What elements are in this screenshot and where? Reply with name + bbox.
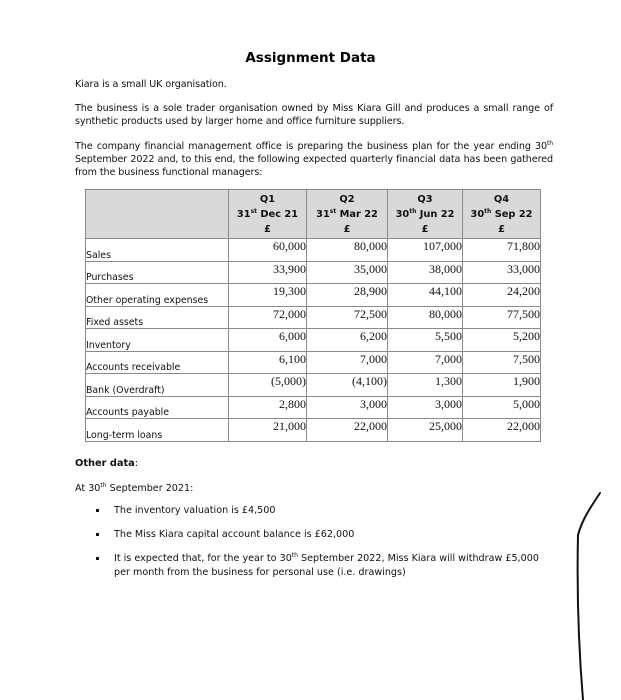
cell-q1: (5,000)	[229, 374, 307, 397]
date-day: 30	[395, 208, 410, 220]
bullet-square-icon	[96, 533, 99, 536]
date-suffix: st	[329, 207, 337, 215]
cell-q3: 5,500	[388, 329, 463, 352]
cell-q4: 77,500	[463, 306, 541, 329]
intro-paragraph-2: The business is a sole trader organisation owned by Miss Kiara Gill and produces a small range of synthetic products used by larger home and office furniture suppliers.	[75, 103, 553, 127]
bullet-text-a: It is expected that, for the year to 30	[114, 553, 292, 564]
cell-q1: 2,800	[229, 396, 307, 419]
cell-q1: 6,100	[229, 351, 307, 374]
table-row-other-operating-expenses	[86, 284, 541, 307]
other-data-heading-text: Other data	[75, 458, 135, 469]
intro-p3-text-b: September 2022 and, to this end, the following expected quarterly financial data has been gathered from the business functional managers:	[75, 154, 553, 178]
table-row-purchases	[86, 261, 541, 284]
table-header-row	[86, 190, 541, 239]
date-suffix: st	[250, 207, 258, 215]
column-header-q2	[307, 190, 388, 239]
at-line-text-a: At 30	[75, 483, 101, 494]
cell-q1: 6,000	[229, 329, 307, 352]
bullet-text: The Miss Kiara capital account balance is £62,000	[114, 529, 355, 540]
table-row-accounts-payable	[86, 396, 541, 419]
cell-q3: 107,000	[388, 239, 463, 262]
cell-q4: 24,200	[463, 284, 541, 307]
intro-p3-text-a: The company financial management office is preparing the business plan for the year ending 30	[75, 141, 548, 152]
quarter-label: Q1	[259, 193, 276, 205]
quarter-label: Q4	[493, 193, 510, 205]
heading-colon: :	[134, 458, 139, 469]
date-day: 31	[316, 208, 330, 220]
currency-label: £	[421, 223, 429, 235]
table-row-accounts-receivable	[86, 351, 541, 374]
row-label: Accounts payable	[86, 396, 229, 419]
cell-q4: 33,000	[463, 261, 541, 284]
cell-q3: 3,000	[388, 396, 463, 419]
cell-q4: 5,200	[463, 329, 541, 352]
cell-q2: 35,000	[307, 261, 388, 284]
table-row-bank-overdraft	[86, 374, 541, 397]
financial-data-table	[85, 189, 541, 442]
cell-q4: 7,500	[463, 351, 541, 374]
pen-stroke-mark	[560, 480, 621, 700]
intro-paragraph-1: Kiara is a small UK organisation.	[75, 79, 227, 90]
cell-q4: 22,000	[463, 419, 541, 442]
cell-q1: 21,000	[229, 419, 307, 442]
cell-q3: 1,300	[388, 374, 463, 397]
date-day: 31	[236, 208, 251, 220]
cell-q2: 22,000	[307, 419, 388, 442]
quarter-label: Q3	[417, 193, 433, 205]
row-label: Other operating expenses	[86, 284, 229, 307]
currency-label: £	[343, 223, 351, 235]
cell-q3: 25,000	[388, 419, 463, 442]
table-row-long-term-loans	[86, 419, 541, 442]
intro-p3-superscript: th	[547, 140, 553, 147]
cell-q2: 7,000	[307, 351, 388, 374]
intro-paragraph-3	[75, 140, 553, 179]
bullet-text	[114, 552, 554, 580]
currency-label: £	[264, 223, 271, 235]
table-row-inventory	[86, 329, 541, 352]
page-title: Assignment Data	[245, 50, 376, 66]
other-data-heading	[75, 458, 138, 469]
column-header-q1	[229, 190, 307, 239]
quarter-date	[229, 207, 306, 222]
cell-q3: 44,100	[388, 284, 463, 307]
cell-q2: 6,200	[307, 329, 388, 352]
at-date-line	[75, 483, 193, 494]
bullet-text-b: September 2022, Miss Kiara will withdraw £5,000 per month from the business for personal use (i.e. drawings)	[114, 553, 539, 578]
quarter-date	[307, 207, 387, 222]
cell-q1: 33,900	[229, 261, 307, 284]
cell-q3: 80,000	[388, 306, 463, 329]
table-corner-cell	[86, 190, 229, 239]
date-rest: Jun 22	[416, 208, 455, 220]
cell-q4: 5,000	[463, 396, 541, 419]
cell-q3: 38,000	[388, 261, 463, 284]
cell-q4: 71,800	[463, 239, 541, 262]
date-rest: Dec 21	[257, 208, 299, 220]
at-line-text-b: September 2021:	[106, 483, 194, 494]
column-header-q3	[388, 190, 463, 239]
row-label: Bank (Overdraft)	[86, 374, 229, 397]
cell-q1: 19,300	[229, 284, 307, 307]
cell-q2: (4,100)	[307, 374, 388, 397]
currency-label: £	[498, 223, 505, 235]
quarter-date	[388, 207, 462, 222]
quarter-label: Q2	[339, 193, 355, 205]
cell-q1: 72,000	[229, 306, 307, 329]
row-label: Long-term loans	[86, 419, 229, 442]
row-label: Fixed assets	[86, 306, 229, 329]
at-line-superscript: th	[100, 482, 107, 489]
cell-q2: 28,900	[307, 284, 388, 307]
cell-q2: 3,000	[307, 396, 388, 419]
cell-q2: 80,000	[307, 239, 388, 262]
date-day: 30	[470, 208, 485, 220]
date-rest: Mar 22	[336, 208, 378, 220]
row-label: Inventory	[86, 329, 229, 352]
row-label: Purchases	[86, 261, 229, 284]
column-header-q4	[463, 190, 541, 239]
bullet-superscript: th	[291, 552, 298, 559]
cell-q4: 1,900	[463, 374, 541, 397]
cell-q3: 7,000	[388, 351, 463, 374]
row-label: Sales	[86, 239, 229, 262]
table-row-fixed-assets	[86, 306, 541, 329]
date-rest: Sep 22	[491, 208, 533, 220]
quarter-date	[463, 207, 540, 222]
bullet-text: The inventory valuation is £4,500	[114, 505, 276, 516]
table-row-sales	[86, 239, 541, 262]
cell-q1: 60,000	[229, 239, 307, 262]
date-suffix: th	[409, 207, 417, 215]
bullet-square-icon	[96, 557, 99, 560]
date-suffix: th	[484, 207, 492, 215]
cell-q2: 72,500	[307, 306, 388, 329]
bullet-square-icon	[96, 509, 99, 512]
row-label: Accounts receivable	[86, 351, 229, 374]
